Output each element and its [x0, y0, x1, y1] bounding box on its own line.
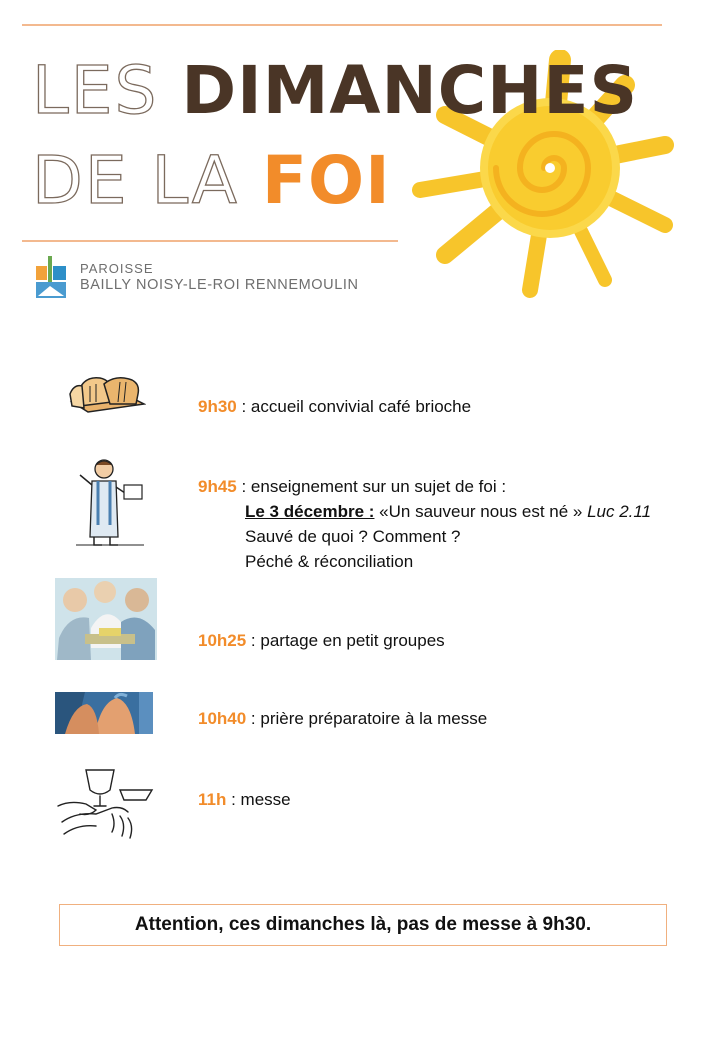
detail-quote: «Un sauveur nous est né »: [374, 502, 588, 521]
row-text: : partage en petit groupes: [246, 631, 445, 650]
prayer-icon: [55, 692, 153, 734]
row-text: : accueil convivial café brioche: [236, 397, 472, 416]
detail-ref: Luc 2.11: [587, 502, 652, 521]
teacher-icon: [74, 455, 146, 547]
schedule-row-5: [198, 787, 291, 812]
detail-line-1: [198, 499, 651, 524]
time-label: 10h25: [198, 631, 247, 650]
time-label: 9h45: [198, 477, 237, 496]
mid-rule: [22, 240, 398, 242]
time-label: 10h40: [198, 709, 247, 728]
notice-box: [59, 904, 667, 946]
parish-name: BAILLY NOISY-LE-ROI RENNEMOULIN: [80, 277, 359, 293]
bread-icon: [66, 372, 146, 420]
title-prefix-1: LES: [32, 52, 159, 129]
row-text: : prière préparatoire à la messe: [246, 709, 488, 728]
title-prefix-2: DE LA: [32, 142, 239, 219]
time-label: 11h: [198, 790, 227, 809]
detail-line-3: Péché & réconciliation: [245, 552, 414, 571]
title-line-1: [32, 52, 638, 129]
row-text: : messe: [226, 790, 291, 809]
schedule-row-3: [198, 628, 445, 653]
parish-label: PAROISSE: [80, 261, 154, 276]
title-line-2: [32, 142, 391, 219]
detail-date: Le 3 décembre :: [245, 502, 375, 521]
title-dimanches: DIMANCHES: [181, 52, 638, 129]
chalice-icon: [56, 766, 156, 842]
group-icon: [55, 578, 157, 660]
parish-logo-icon: [36, 256, 66, 298]
time-label: 9h30: [198, 397, 237, 416]
detail-line-2: Sauvé de quoi ? Comment ?: [245, 527, 461, 546]
schedule-row-4: [198, 706, 487, 731]
title-foi: FOI: [261, 142, 391, 219]
schedule-row-1: [198, 394, 471, 419]
notice-text: Attention, ces dimanches là, pas de messe à 9h30.: [134, 914, 592, 935]
schedule-row-2: [198, 474, 651, 574]
top-rule: [22, 24, 662, 26]
row-text: : enseignement sur un sujet de foi :: [236, 477, 507, 496]
